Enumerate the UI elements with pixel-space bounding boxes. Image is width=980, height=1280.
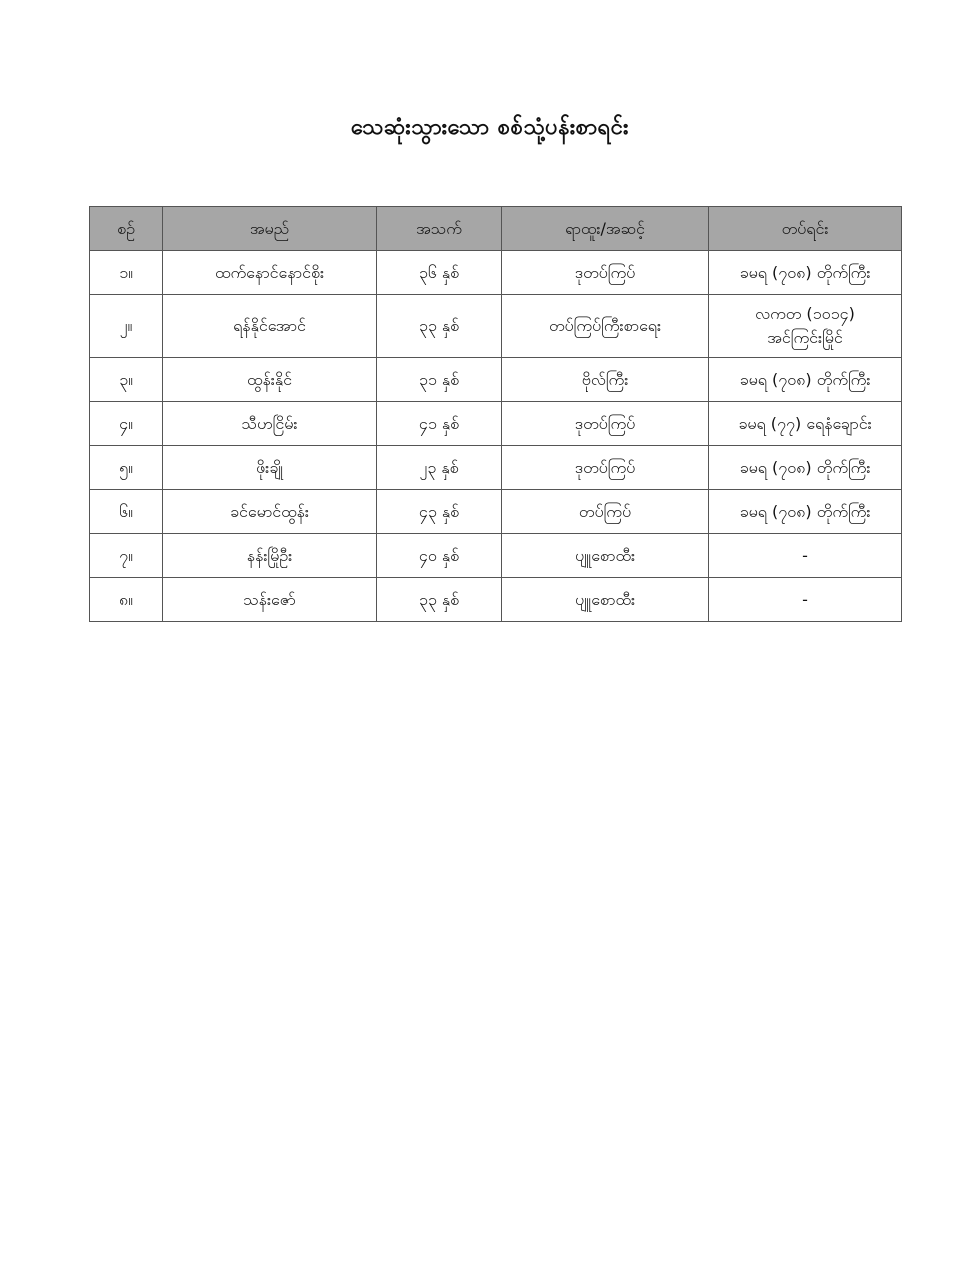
cell-rank: ဒုတပ်ကြပ် (502, 251, 709, 295)
cell-name: ထက်နောင်နောင်စိုး (163, 251, 377, 295)
cell-rank: ဒုတပ်ကြပ် (502, 446, 709, 490)
table-row (90, 534, 902, 578)
unit-line: ခမရ (၇၀၈) တိုက်ကြီး (739, 501, 871, 521)
cell-unit (709, 251, 902, 295)
unit-line: ခမရ (၇၀၈) တိုက်ကြီး (739, 457, 871, 477)
cell-age: ၃၃ နှစ် (377, 295, 502, 358)
cell-unit (709, 490, 902, 534)
unit-line: ခမရ (၇၀၈) တိုက်ကြီး (739, 262, 871, 282)
table-row (90, 295, 902, 358)
table-row (90, 578, 902, 622)
cell-name: သန်းဇော် (163, 578, 377, 622)
cell-name: သီဟငြိမ်း (163, 402, 377, 446)
cell-unit (709, 295, 902, 358)
unit-line: အင်ကြင်းမြိုင် (767, 328, 843, 347)
cell-no: ၂။ (90, 295, 163, 358)
cell-name: ခင်မောင်ထွန်း (163, 490, 377, 534)
header-rank: ရာထူး/အဆင့် (502, 207, 709, 251)
cell-unit (709, 402, 902, 446)
cell-no: ၄။ (90, 402, 163, 446)
cell-name: နန်းမြိုဦး (163, 534, 377, 578)
cell-age: ၂၃ နှစ် (377, 446, 502, 490)
cell-age: ၄၀ နှစ် (377, 534, 502, 578)
header-unit: တပ်ရင်း (709, 207, 902, 251)
table-header (90, 207, 902, 251)
cell-rank: ဒုတပ်ကြပ် (502, 402, 709, 446)
cell-unit (709, 534, 902, 578)
cell-age: ၄၃ နှစ် (377, 490, 502, 534)
table-body (90, 251, 902, 622)
header-row (90, 207, 902, 251)
table-row (90, 358, 902, 402)
cell-no: ၁။ (90, 251, 163, 295)
cell-no: ၆။ (90, 490, 163, 534)
cell-rank: တပ်ကြပ် (502, 490, 709, 534)
cell-unit (709, 446, 902, 490)
cell-name: ရန်နိုင်အောင် (163, 295, 377, 358)
cell-unit (709, 578, 902, 622)
table-row (90, 402, 902, 446)
cell-name: ထွန်းနိုင် (163, 358, 377, 402)
table-row (90, 446, 902, 490)
cell-unit (709, 358, 902, 402)
unit-line: - (802, 545, 808, 565)
header-no: စဥ် (90, 207, 163, 251)
cell-rank: တပ်ကြပ်ကြီးစာရေး (502, 295, 709, 358)
unit-line: ခမရ (၇၇) ရေနံချောင်း (738, 413, 872, 433)
unit-line: လကတ (၁၀၁၄) (755, 304, 855, 323)
table-row (90, 251, 902, 295)
header-name: အမည် (163, 207, 377, 251)
cell-rank: ပျူစောထီး (502, 578, 709, 622)
cell-age: ၃၃ နှစ် (377, 578, 502, 622)
cell-age: ၃၁ နှစ် (377, 358, 502, 402)
header-age: အသက် (377, 207, 502, 251)
cell-age: ၃၆ နှစ် (377, 251, 502, 295)
unit-line: ခမရ (၇၀၈) တိုက်ကြီး (739, 369, 871, 389)
unit-line: - (802, 589, 808, 609)
document-title: သေဆုံးသွားသော စစ်သုံ့ပန်းစာရင်း (350, 115, 630, 140)
cell-no: ၇။ (90, 534, 163, 578)
cell-no: ၅။ (90, 446, 163, 490)
cell-rank: ဗိုလ်ကြီး (502, 358, 709, 402)
cell-rank: ပျူစောထီး (502, 534, 709, 578)
cell-no: ၈။ (90, 578, 163, 622)
cell-name: ဖိုးချို (163, 446, 377, 490)
casualty-table (89, 206, 902, 622)
cell-no: ၃။ (90, 358, 163, 402)
table-row (90, 490, 902, 534)
cell-age: ၄၁ နှစ် (377, 402, 502, 446)
